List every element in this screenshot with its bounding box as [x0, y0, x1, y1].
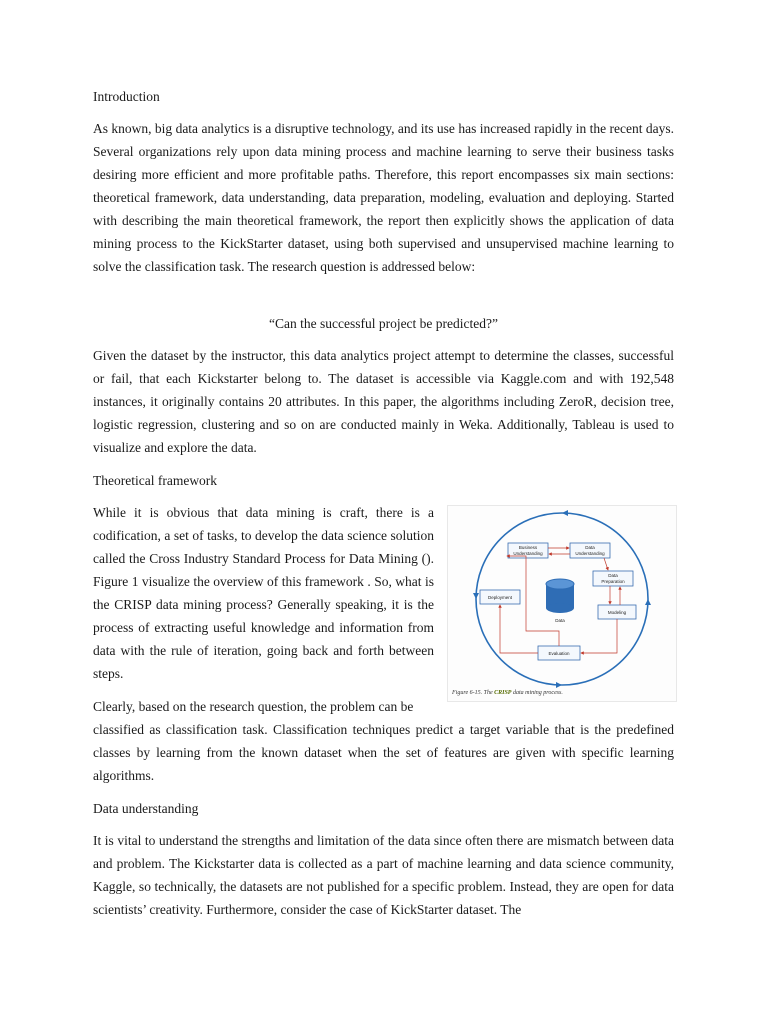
cycle-arrowhead-top	[562, 510, 568, 516]
crisp-diagram	[448, 506, 676, 701]
label-business-line1: Business	[518, 545, 538, 550]
svg-text:Evaluation: Evaluation	[548, 651, 570, 656]
crisp-figure	[447, 505, 677, 702]
box-data-understanding	[570, 543, 610, 558]
svg-text:Data: Data	[608, 573, 618, 578]
paragraph-clearly: classified as classification task. Classification techniques predict a target variable that is the predefined classes by learning from the known dataset when the set of features are given with specific learning algorithms.	[93, 722, 674, 783]
svg-text:Data: Data	[585, 545, 595, 550]
label-business-line2: Understanding	[513, 551, 543, 556]
heading-introduction: Introduction	[93, 89, 160, 104]
svg-text:Preparation: Preparation	[601, 579, 625, 584]
paragraph-data-understanding: It is vital to understand the strengths and limitation of the data since often there are mismatch between data and problem. The Kickstarter data is collected as a part of machine learning and data science community, Kaggle, so technically, the datasets are not published for a specific problem. Instead, they are open for data scientists’ creativity. Furthermore, consider the case of KickStarter dataset. The	[93, 833, 674, 917]
figure-caption: Figure 6-15. The CRISP data mining process.	[452, 690, 563, 696]
box-data-preparation	[593, 571, 633, 586]
paragraph-clearly-first-line: Clearly, based on the research question, the problem can be	[93, 699, 414, 714]
heading-theoretical-framework: Theoretical framework	[93, 473, 218, 488]
cycle-arrowhead-left	[473, 593, 479, 599]
research-question-quote: “Can the successful project be predicted?”	[268, 316, 499, 331]
box-evaluation	[538, 646, 580, 660]
box-modeling	[598, 605, 636, 619]
svg-text:Understanding: Understanding	[575, 551, 605, 556]
box-deployment	[480, 590, 520, 604]
paragraph-theory: While it is obvious that data mining is craft, there is a codification, a set of tasks, to develop the data science solution called the Cross Industry Standard Process for Data Mining (). Figure 1 visualize the overview of this framework . So, what is the CRISP data mining process? Generally speaking, it is the process of extracting useful knowledge and information from data with the rule of iteration, going back and forth between steps.	[93, 505, 434, 681]
paragraph-intro: As known, big data analytics is a disruptive technology, and its use has increased rapidly in the recent days. Several organizations rely upon data mining process and machine learning to serve their business tasks desiring more efficient and more profitable paths. Therefore, this report encompasses six main sections: theoretical framework, data understanding, data preparation, modeling, evaluation and deploying. Started with describing the main theoretical framework, the report then explicitly shows the application of data mining process to the KickStarter dataset, using both supervised and unsupervised machine learning to solve the classification task. The research question is addressed below:	[93, 121, 674, 274]
data-label: Data	[555, 618, 565, 623]
cycle-arrowhead-right	[645, 599, 651, 605]
cycle-arrowhead-bottom	[556, 682, 562, 688]
data-cylinder	[546, 579, 574, 623]
caption-highlight: CRISP	[494, 690, 512, 696]
heading-data-understanding: Data understanding	[93, 801, 199, 816]
svg-text:Deployment: Deployment	[487, 595, 513, 600]
svg-text:Modeling: Modeling	[607, 610, 627, 615]
paragraph-given: Given the dataset by the instructor, this data analytics project attempt to determine the classes, successful or fail, that each Kickstarter belong to. The dataset is accessible via Kaggle.com and with 192,548 instances, it originally contains 20 attributes. In this paper, the algorithms including ZeroR, decision tree, logistic regression, clustering and so on are conducted mainly in Weka. Additionally, Tableau is used to visualize and explore the data.	[93, 348, 674, 455]
